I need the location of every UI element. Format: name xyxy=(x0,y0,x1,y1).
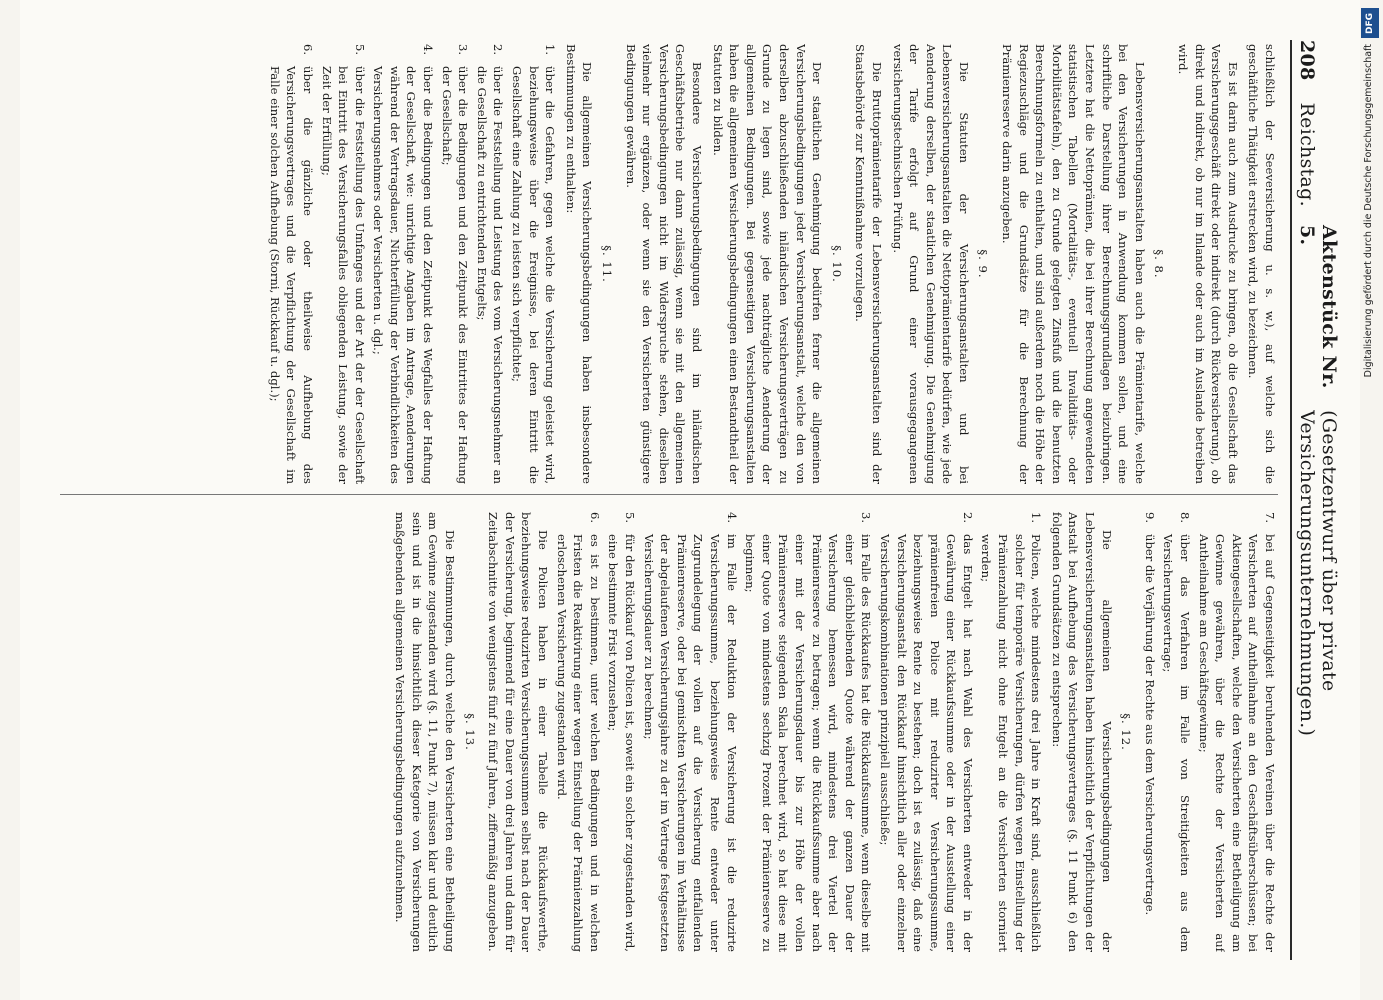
item-number: 7. xyxy=(1263,512,1277,524)
item-text: über die Bedingungen und den Zeitpunkt des Wegfalles der Haftung der Gesellschaft, wie: unrichtige Angaben im Antrage, Aenderungen während der Vertragsdauer, Nichterfüllung der Verbindlichkeiten des Versicherungsnehmers oder Versicherten u. dgl.; xyxy=(371,66,436,484)
section-12-closing: Die Policen haben in einer Tabelle die Rückkaufswerthe, beziehungsweise reduzirten Versicherungssummen selbst nach der Dauer der Versicherung, beginnend für eine Dauer von drei Jahren und dann für Zeitabschnitte von wenigstens fünf zu fünf Jahren, ziffermäßig anzugeben. xyxy=(486,512,551,952)
item-number: 9. xyxy=(1142,512,1157,524)
item-text: bei auf Gegenseitigkeit beruhenden Vereinen über die Rechte der Versicherten auf Antheilnahme an den Geschäftsüberschüssen; bei Aktiengesellschaften, welche den Versicherten eine Betheiligung am Gewinne gewähren, über die Rechte der Versicherten auf Antheilnahme am Geschäftsgewinne; xyxy=(1196,534,1277,952)
paragraph-intro: schließlich der Seeversicherung u. s. w.), auf welche sich die geschäftliche Thätigkeit erstrecken wird, zu bezeichnen. xyxy=(1246,44,1277,484)
item-number: 1. xyxy=(543,44,558,56)
column-divider xyxy=(60,494,1278,495)
list-item xyxy=(978,512,1044,952)
funding-credit: Digitalisierung gefördert durch die Deutsche Forschungsgemeinschaft xyxy=(1363,44,1374,378)
section-heading-10: §. 10. xyxy=(829,245,844,283)
header-organ: Reichstag. xyxy=(1296,102,1318,207)
section-9-paragraph-1: Die Statuten der Versicherungsanstalten und bei Lebensversicherungsanstalten die Nettoprämientarife bedürfen, wie jede Aenderung derselben, der staatlichen Genehmigung. Die Genehmigung der Tarife erfolgt auf Grund einer vorausgegangenen versicherungstechnischen Prüfung. xyxy=(890,44,971,484)
section-9-paragraph-2: Die Bruttoprämientarife der Lebensversicherungsanstalten sind der Staatsbehörde zur Kenntnißnahme vorzulegen. xyxy=(853,44,884,484)
item-text: im Falle der Reduktion der Versicherung ist die reduzirte Versicherungssumme, beziehungsweise Rente entweder unter Zugrundelegung der vollen auf die Versicherung entfallenden Prämienreserve, oder bei gemischten Versicherungen im Verhältnisse der abgelaufenen Versicherungsjahre zu der im Vertrage festgesetzten Versicherungsdauer zu berechnen; xyxy=(641,534,739,952)
section-heading-11: §. 11. xyxy=(600,245,615,283)
list-item xyxy=(1195,512,1278,952)
section-11-list xyxy=(266,44,558,484)
section-10-paragraph-2: Besondere Versicherungsbedingungen sind im inländischen Geschäftsbetriebe nur dann zulässig, wenn sie mit den allgemeinen Versicherungsbedingungen nicht im Widerspruche stehen, dieselben vielmehr nur ergänzen, oder wenn sie den Versicherten günstigere Bedingungen gewähren. xyxy=(623,44,704,484)
item-number: 6. xyxy=(587,512,602,524)
section-heading-12: §. 12. xyxy=(1119,713,1134,751)
list-item xyxy=(742,512,875,952)
item-number: 1. xyxy=(1029,512,1044,524)
item-number: 3. xyxy=(859,512,874,524)
list-item xyxy=(640,512,740,952)
list-item xyxy=(876,512,976,952)
dfg-logo: DFG xyxy=(1361,8,1379,38)
section-heading-8: §. 8. xyxy=(1152,249,1167,279)
item-text: das Entgelt hat nach Wahl des Versicherten entweder in der Gewährung einer Rückkaufssumme oder in der Ausstellung einer prämienfreien Police mit reduzirter Versicherungssumme, beziehungsweise Rente zu bestehen; doch ist es zulässig, daß eine Versicherungsanstalt den Rückkauf hinsichtlich aller oder einzelner Versicherungskombinationen prinzipiell ausschließe; xyxy=(877,534,975,952)
list-item xyxy=(438,44,471,484)
item-number: 4. xyxy=(421,44,436,56)
item-text: über die gänzliche oder theilweise Aufhebung des Versicherungsvertrages und die Verpflichtung der Gesellschaft im Falle einer solchen Aufhebung (Storni, Rückkauf u. dgl.); xyxy=(267,66,315,484)
item-number: 2. xyxy=(960,512,975,524)
header-aktenstueck: Aktenstück Nr. 5. xyxy=(1296,224,1340,389)
item-number: 4. xyxy=(724,512,739,524)
list-item xyxy=(1160,512,1193,952)
list-item xyxy=(605,512,638,952)
item-number: 2. xyxy=(491,44,506,56)
item-number: 8. xyxy=(1178,512,1193,524)
header-subtitle: (Gesetzentwurf über private Versicherungsunternehmungen.) xyxy=(1296,410,1340,737)
item-text: über die Bedingungen und den Zeitpunkt des Eintrittes der Haftung der Gesellschaft; xyxy=(439,66,471,484)
item-text: über die Feststellung und Leistung des vom Versicherungsnehmer an die Gesellschaft zu entrichtenden Entgelts; xyxy=(474,66,506,484)
section-11-list-continued xyxy=(1141,512,1278,952)
section-11-intro: Die allgemeinen Versicherungsbedingungen haben insbesondere Bestimmungen zu enthalten: xyxy=(563,44,595,484)
document-page xyxy=(20,0,1360,1000)
item-number: 5. xyxy=(623,512,638,524)
section-10-paragraph-1: Der staatlichen Genehmigung bedürfen ferner die allgemeinen Versicherungsbedingungen jeder Versicherungsanstalt, welche den von derselben abzuschließenden inländischen Versicherungsverträgen zu Grunde zu legen sind, sowie jede nachträgliche Aenderung der allgemeinen Bedingungen. Bei gegenseitigen Versicherungsanstalten haben die allgemeinen Versicherungsbedingungen einen Bestandtheil der Statuten zu bilden. xyxy=(710,44,825,484)
right-column xyxy=(50,512,1278,952)
section-12-list xyxy=(553,512,1044,952)
list-item xyxy=(473,44,506,484)
list-item xyxy=(508,44,558,484)
page-number: 208 xyxy=(1296,40,1318,81)
item-text: es ist zu bestimmen, unter welchen Bedingungen und in welchen Fristen die Reaktivirung einer wegen Einstellung der Prämienzahlung erloschenen Versicherung zugestanden wird. xyxy=(554,534,602,952)
item-text: über die Verjährung der Rechte aus dem Versicherungsvertrage. xyxy=(1142,534,1157,916)
item-number: 6. xyxy=(300,44,315,56)
section-8-text: Lebensversicherungsanstalten haben auch die Prämientarife, welche bei den Versicherungen in Anwendung kommen sollen, und eine schriftliche Darstellung ihrer Berechnungsgrundlagen beizubringen. Letztere hat die Nettoprämien, die bei ihrer Berechnung angewendeten statistischen Tabellen (Mortalitäts-, eventuell Invaliditäts- oder Morbilitätstafeln), den zu Grunde gelegten Zinsfuß und die benutzten Berechnungsformeln zu enthalten, und sind außerdem noch die Höhe der Regiezuschläge und die Grundsätze für die Berechnung der Prämienreserve darin anzugeben. xyxy=(1000,44,1147,484)
section-12-intro: Die allgemeinen Versicherungsbedingungen der Lebensversicherungsanstalten haben hinsichtlich der Verpflichtungen der Anstalt bei Aufhebung des Versicherungsvertrages (§. 11 Punkt 6) den folgenden Grundsätzen zu entsprechen: xyxy=(1049,512,1114,952)
item-text: über die Feststellung des Umfanges und der Art der der Gesellschaft bei Eintritt des Versicherungsfalles obliegenden Leistung, sowie der Zeit der Erfüllung; xyxy=(319,66,367,484)
paragraph-geschaeft: Es ist darin auch zum Ausdrucke zu bringen, ob die Gesellschaft das Versicherungsgeschäft direkt oder indirekt (durch Rückversicherung), ob direkt und indirekt, ob nur im Inlande oder auch im Auslande betreiben wird. xyxy=(1176,44,1240,484)
digitization-sidebar xyxy=(1361,8,1379,988)
list-item xyxy=(318,44,368,484)
list-item xyxy=(266,44,316,484)
item-text: Policen, welche mindestens drei Jahre in Kraft sind, ausschließlich solcher für temporäre Versicherungen, dürfen wegen Einstellung der Prämienzahlung nicht ohne Entgelt an die Versicherten storniert werden; xyxy=(979,534,1044,952)
section-heading-13: §. 13. xyxy=(462,713,477,751)
list-item xyxy=(553,512,603,952)
item-text: im Falle des Rückkaufes hat die Rückkaufssumme, wenn dieselbe mit einer gleichbleibenden Quote während der ganzen Dauer der Versicherung bemessen wird, mindestens drei Viertel der Prämienreserve zu betragen; wenn die Rückkaufssumme aber nach einer mit der Versicherungsdauer bis zur Höhe der vollen Prämienreserve steigenden Skala berechnet wird, so hat diese mit einer Quote von mindestens sechzig Prozent der Prämienreserve zu beginnen; xyxy=(743,534,874,952)
item-number: 5. xyxy=(352,44,367,56)
list-item xyxy=(370,44,436,484)
item-text: über die Gefahren, gegen welche die Versicherung geleistet wird, beziehungsweise über die Ereignisse, bei deren Eintritt die Gesellschaft eine Zahlung zu leisten sich verpflichtet; xyxy=(510,66,558,484)
item-text: für den Rückkauf von Policen ist, soweit ein solcher zugestanden wird, eine bestimmte Frist vorzusehen; xyxy=(606,534,638,952)
section-13-text: Die Bestimmungen, durch welche den Versicherten eine Betheiligung am Gewinne zugestanden wird (§. 11, Punkt 7), müssen klar und deutlich sein und ist in die hinsichtlich dieser Kategorie von Versicherungen maßgebenden allgemeinen Versicherungsbedingungen aufzunehmen. xyxy=(393,512,458,952)
list-item xyxy=(1141,512,1158,952)
page-header xyxy=(1290,40,1340,960)
left-column xyxy=(50,44,1278,484)
section-heading-9: §. 9. xyxy=(976,249,991,279)
item-text: über das Verfahren im Falle von Streitigkeiten aus dem Versicherungsvertrage; xyxy=(1161,534,1193,952)
item-number: 3. xyxy=(456,44,471,56)
